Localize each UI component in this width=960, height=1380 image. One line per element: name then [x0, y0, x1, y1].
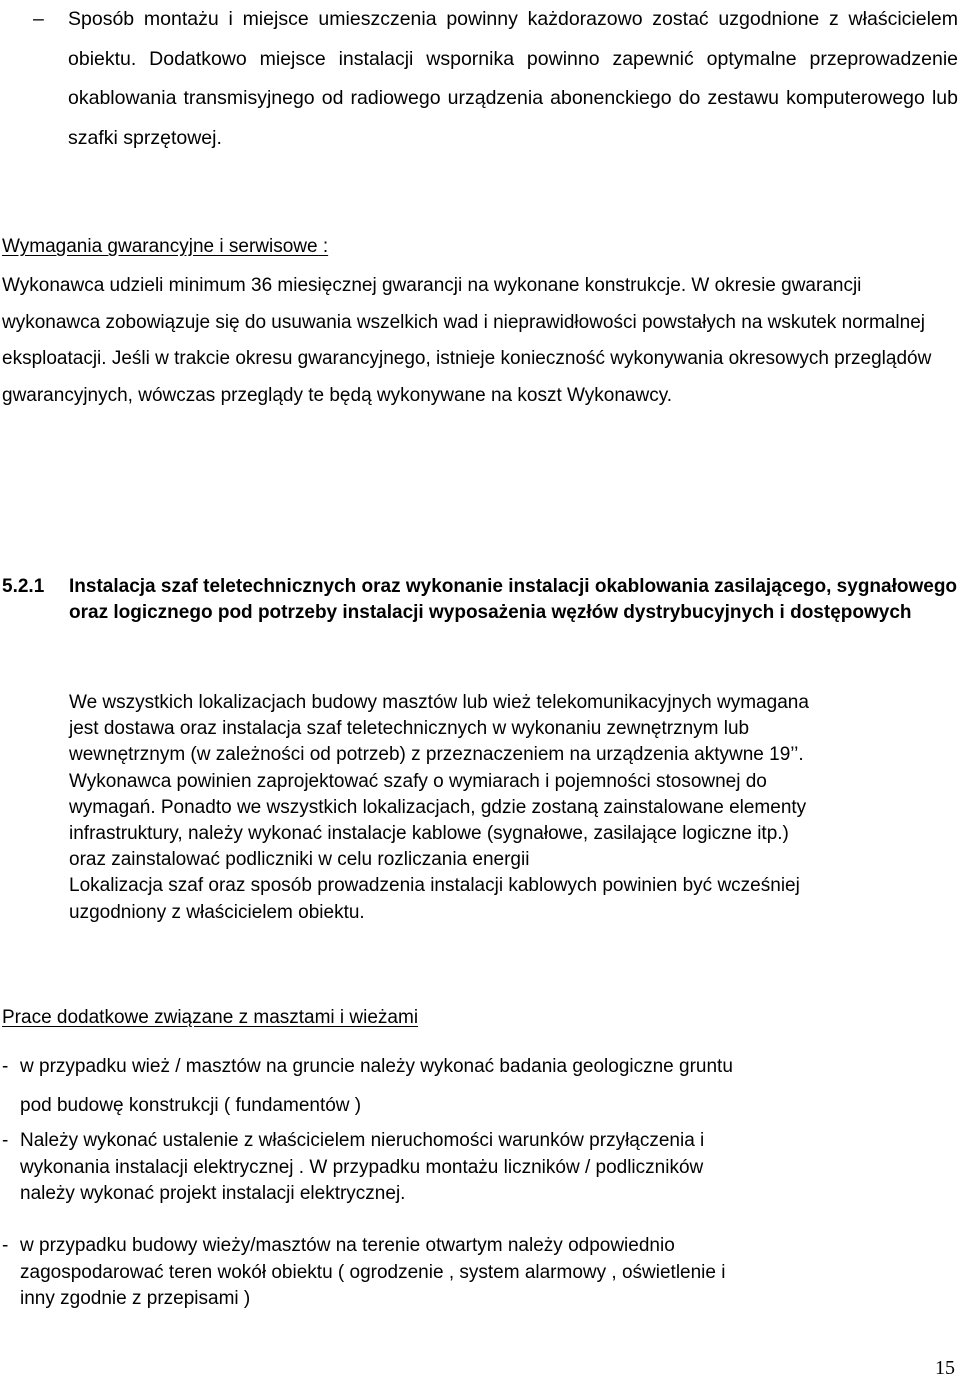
- list-item-line: pod budowę konstrukcji ( fundamentów ): [20, 1095, 362, 1116]
- list-dash: -: [2, 1235, 9, 1256]
- list-item-line: należy wykonać projekt instalacji elektrycznej.: [20, 1183, 406, 1204]
- section-body-line: Wykonawca powinien zaprojektować szafy o wymiarach i pojemności stosownej do: [69, 770, 767, 792]
- mounting-paragraph: Sposób montażu i miejsce umieszczenia powinny każdorazowo zostać uzgodnione z właścicielem obiektu. Dodatkowo miejsce instalacji wspornika powinno zapewnić optymalne przeprowadzenie okablowania transmisyjnego od radiowego urządzenia abonenckiego do zestawu komputerowego lub szafki sprzętowej.: [68, 8, 958, 149]
- list-dash: -: [2, 1130, 9, 1151]
- section-title: Instalacja szaf teletechnicznych oraz wykonanie instalacji okablowania zasilającego, sygnałowego oraz logicznego pod potrzeby instalacji wyposażenia węzłów dystrybucyjnych i dostępowych: [69, 576, 958, 623]
- section-body-line: infrastruktury, należy wykonać instalacje kablowe (sygnałowe, zasilające logiczne itp.): [69, 823, 789, 845]
- warranty-heading: Wymagania gwarancyjne i serwisowe :: [2, 236, 329, 257]
- list-item-line: w przypadku wież / masztów na gruncie należy wykonać badania geologiczne gruntu: [20, 1056, 733, 1077]
- section-number: 5.2.1: [2, 576, 45, 597]
- page-number: 15: [935, 1357, 955, 1379]
- section-body-line: wewnętrznym (w zależności od potrzeb) z przeznaczeniem na urządzenia aktywne 19’’.: [69, 744, 804, 766]
- list-item-line: zagospodarować teren wokół obiektu ( ogrodzenie , system alarmowy , oświetlenie i: [20, 1261, 726, 1283]
- section-body-line: Lokalizacja szaf oraz sposób prowadzenia instalacji kablowych powinien być wcześniej: [69, 875, 800, 897]
- list-item-line: w przypadku budowy wieży/masztów na terenie otwartym należy odpowiednio: [20, 1235, 675, 1256]
- list-dash: –: [33, 8, 44, 30]
- section-body: [69, 690, 959, 926]
- warranty-paragraph: Wykonawca udzieli minimum 36 miesięcznej gwarancji na wykonane konstrukcje. W okresie gwarancji wykonawca zobowiązuje się do usuwania wszelkich wad i nieprawidłowości powstałych na wskutek normalnej eksploatacji. Jeśli w trakcie okresu gwarancyjnego, istnieje konieczność wykonywania okresowych przeglądów gwarancyjnych, wówczas przeglądy te będą wykonywane na koszt Wykonawcy.: [2, 275, 932, 406]
- section-body-line: We wszystkich lokalizacjach budowy masztów lub wież telekomunikacyjnych wymagana: [69, 692, 809, 713]
- list-item-line: Należy wykonać ustalenie z właścicielem nieruchomości warunków przyłączenia i: [20, 1130, 705, 1151]
- extra-works-heading: Prace dodatkowe związane z masztami i wieżami: [2, 1007, 419, 1028]
- section-body-line: oraz zainstalować podliczniki w celu rozliczania energii: [69, 849, 530, 871]
- list-item-line: inny zgodnie z przepisami ): [20, 1288, 251, 1309]
- section-body-line: wymagań. Ponadto we wszystkich lokalizacjach, gdzie zostaną zainstalowane elementy: [69, 796, 807, 818]
- list-dash: -: [2, 1056, 9, 1077]
- section-body-line: uzgodniony z właścicielem obiektu.: [69, 901, 365, 923]
- list-item-line: wykonania instalacji elektrycznej . W przypadku montażu liczników / podliczników: [20, 1156, 704, 1178]
- section-body-line: jest dostawa oraz instalacja szaf teletechnicznych w wykonaniu zewnętrznym lub: [69, 718, 750, 740]
